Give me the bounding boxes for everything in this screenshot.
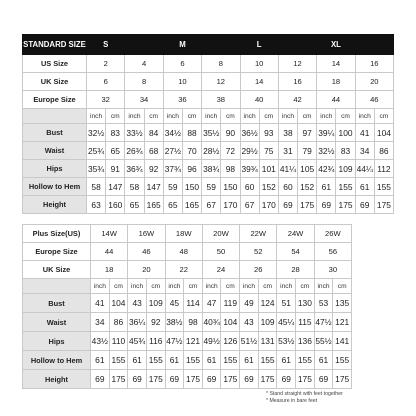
size-value: 42 <box>278 91 316 109</box>
measurement-value: 131 <box>258 332 277 351</box>
size-value: 10 <box>240 55 278 73</box>
size-value: 30 <box>314 261 351 279</box>
measurement-value: 79 <box>298 142 317 160</box>
measurement-value: 175 <box>109 370 128 389</box>
measurement-value: 175 <box>221 370 240 389</box>
size-group-header <box>355 35 393 55</box>
measurement-value: 90 <box>221 124 240 142</box>
standard-size-table <box>22 34 394 214</box>
size-value: 18 <box>317 73 355 91</box>
size-value: 46 <box>355 91 393 109</box>
size-value: 8 <box>125 73 163 91</box>
measurement-value: 119 <box>221 294 240 313</box>
size-value: 18W <box>165 225 202 243</box>
measurement-value: 155 <box>146 351 165 370</box>
size-value: 22W <box>240 225 277 243</box>
measurement-row <box>23 313 352 332</box>
measurement-value: 32½ <box>317 142 336 160</box>
measurement-value: 53 <box>314 294 333 313</box>
measurement-value: 29½ <box>240 142 259 160</box>
measurement-label: Waist <box>23 313 91 332</box>
measurement-value: 65 <box>163 196 182 214</box>
measurement-value: 175 <box>184 370 203 389</box>
measurement-value: 39¼ <box>317 124 336 142</box>
measurement-value: 58 <box>87 178 106 196</box>
measurement-value: 53½ <box>277 332 296 351</box>
measurement-value: 61 <box>317 178 336 196</box>
measurement-value: 155 <box>221 351 240 370</box>
measurement-value: 96 <box>182 160 201 178</box>
size-group-header: M <box>163 35 201 55</box>
measurement-value: 49 <box>240 294 259 313</box>
measurement-value: 155 <box>109 351 128 370</box>
unit-label: cm <box>333 279 352 294</box>
measurement-value: 92 <box>146 313 165 332</box>
unit-corner <box>23 279 91 294</box>
size-row <box>23 243 352 261</box>
measurement-value: 36¾ <box>125 160 144 178</box>
size-value: 26 <box>240 261 277 279</box>
unit-row <box>23 279 352 294</box>
measurement-value: 124 <box>258 294 277 313</box>
size-value: 14 <box>317 55 355 73</box>
measurement-value: 170 <box>259 196 278 214</box>
measurement-value: 104 <box>109 294 128 313</box>
size-value: 34 <box>125 91 163 109</box>
unit-label: cm <box>221 109 240 124</box>
unit-label: inch <box>240 279 259 294</box>
measurement-value: 34 <box>355 142 374 160</box>
unit-label: inch <box>128 279 147 294</box>
measurement-value: 109 <box>336 160 355 178</box>
measurement-value: 93 <box>259 124 278 142</box>
unit-label: inch <box>87 109 106 124</box>
measurement-value: 141 <box>333 332 352 351</box>
measurement-value: 175 <box>146 370 165 389</box>
unit-label: inch <box>278 109 297 124</box>
measurement-value: 69 <box>278 196 297 214</box>
unit-label: cm <box>374 109 393 124</box>
size-value: 48 <box>165 243 202 261</box>
measurement-value: 61 <box>277 351 296 370</box>
measurement-row <box>23 351 352 370</box>
size-row <box>23 91 394 109</box>
measurement-value: 147 <box>106 178 125 196</box>
measurement-value: 83 <box>336 142 355 160</box>
size-value: 20 <box>128 261 165 279</box>
measurement-value: 152 <box>259 178 278 196</box>
measurement-label: Hips <box>23 160 87 178</box>
size-value: 50 <box>202 243 239 261</box>
measurement-value: 59 <box>163 178 182 196</box>
measurement-value: 175 <box>374 196 393 214</box>
measurement-value: 69 <box>128 370 147 389</box>
measurement-value: 45 <box>165 294 184 313</box>
measurement-label: Hollow to Hem <box>23 351 91 370</box>
measurement-row <box>23 178 394 196</box>
size-value: 14 <box>240 73 278 91</box>
measurement-value: 105 <box>298 160 317 178</box>
measurement-value: 170 <box>221 196 240 214</box>
measurement-value: 43½ <box>91 332 110 351</box>
measurement-value: 150 <box>221 178 240 196</box>
measurement-label: Hips <box>23 332 91 351</box>
measurement-value: 86 <box>109 313 128 332</box>
unit-label: inch <box>163 109 182 124</box>
measurement-value: 165 <box>144 196 163 214</box>
size-value: 32 <box>87 91 125 109</box>
unit-label: cm <box>146 279 165 294</box>
measurement-value: 28½ <box>202 142 221 160</box>
measurement-row <box>23 332 352 351</box>
measuring-notes <box>266 391 343 404</box>
size-value: 18 <box>91 261 128 279</box>
measurement-value: 34½ <box>163 124 182 142</box>
unit-label: inch <box>355 109 374 124</box>
measurement-value: 112 <box>374 160 393 178</box>
measurement-value: 83 <box>106 124 125 142</box>
measurement-value: 150 <box>182 178 201 196</box>
measurement-value: 110 <box>109 332 128 351</box>
measurement-value: 69 <box>240 370 259 389</box>
size-value: 10 <box>163 73 201 91</box>
measurement-value: 61 <box>314 351 333 370</box>
measurement-value: 44¼ <box>355 160 374 178</box>
measurement-value: 67 <box>202 196 221 214</box>
measurement-row <box>23 160 394 178</box>
measurement-value: 69 <box>202 370 221 389</box>
measurement-value: 175 <box>296 370 315 389</box>
size-value: 20 <box>355 73 393 91</box>
size-value: 52 <box>240 243 277 261</box>
measurement-value: 47½ <box>165 332 184 351</box>
size-value: 46 <box>128 243 165 261</box>
measurement-value: 91 <box>106 160 125 178</box>
measurement-value: 115 <box>296 313 315 332</box>
measurement-value: 116 <box>146 332 165 351</box>
size-value: 24 <box>202 261 239 279</box>
measurement-value: 61 <box>165 351 184 370</box>
measurement-value: 58 <box>125 178 144 196</box>
unit-label: cm <box>336 109 355 124</box>
measurement-value: 121 <box>184 332 203 351</box>
measurement-value: 98 <box>184 313 203 332</box>
measurement-label: Waist <box>23 142 87 160</box>
unit-label: inch <box>125 109 144 124</box>
measurement-value: 36½ <box>240 124 259 142</box>
size-value: 44 <box>317 91 355 109</box>
measurement-value: 86 <box>374 142 393 160</box>
unit-corner <box>23 109 87 124</box>
measurement-value: 101 <box>259 160 278 178</box>
measurement-value: 36¼ <box>128 313 147 332</box>
measurement-value: 45¼ <box>277 313 296 332</box>
size-value: 22 <box>165 261 202 279</box>
measurement-label: Height <box>23 370 91 389</box>
measurement-row <box>23 124 394 142</box>
size-group-header: XL <box>317 35 355 55</box>
row-label: Plus Size(US) <box>23 225 91 243</box>
size-value: 4 <box>125 55 163 73</box>
unit-label: inch <box>202 109 221 124</box>
size-value: 16 <box>278 73 316 91</box>
measurement-value: 175 <box>336 196 355 214</box>
measurement-value: 41 <box>355 124 374 142</box>
measurement-row <box>23 294 352 313</box>
measurement-value: 41 <box>91 294 110 313</box>
size-value: 6 <box>163 55 201 73</box>
measurement-value: 135 <box>333 294 352 313</box>
measurement-value: 35¾ <box>87 160 106 178</box>
measurement-value: 67 <box>240 196 259 214</box>
measurement-value: 136 <box>296 332 315 351</box>
unit-label: cm <box>298 109 317 124</box>
size-value: 6 <box>87 73 125 91</box>
measurement-value: 34 <box>91 313 110 332</box>
measurement-value: 49½ <box>202 332 221 351</box>
measurement-value: 35½ <box>202 124 221 142</box>
size-value: 54 <box>277 243 314 261</box>
size-value: 24W <box>277 225 314 243</box>
measurement-value: 114 <box>184 294 203 313</box>
unit-label: cm <box>296 279 315 294</box>
unit-label: cm <box>221 279 240 294</box>
measurement-row <box>23 370 352 389</box>
measurement-value: 47 <box>202 294 221 313</box>
measurement-value: 40¾ <box>202 313 221 332</box>
measurement-value: 47½ <box>314 313 333 332</box>
size-group-header <box>202 35 240 55</box>
unit-label: inch <box>202 279 221 294</box>
unit-label: cm <box>258 279 277 294</box>
size-group-header <box>125 35 163 55</box>
measurement-label: Bust <box>23 294 91 313</box>
unit-label: cm <box>106 109 125 124</box>
measurement-value: 41¼ <box>278 160 297 178</box>
size-value: 20W <box>202 225 239 243</box>
unit-label: inch <box>277 279 296 294</box>
row-label: US Size <box>23 55 87 73</box>
size-value: 38 <box>202 91 240 109</box>
size-value: 16 <box>355 55 393 73</box>
measurement-value: 84 <box>144 124 163 142</box>
measurement-row <box>23 142 394 160</box>
row-label: Europe Size <box>23 91 87 109</box>
measurement-value: 97 <box>298 124 317 142</box>
measurement-value: 61 <box>240 351 259 370</box>
plus-size-table <box>22 224 352 389</box>
measurement-value: 55½ <box>314 332 333 351</box>
size-value: 16W <box>128 225 165 243</box>
measurement-value: 175 <box>298 196 317 214</box>
unit-label: cm <box>182 109 201 124</box>
row-label: UK Size <box>23 261 91 279</box>
unit-label: inch <box>314 279 333 294</box>
measurement-value: 98 <box>221 160 240 178</box>
measurement-value: 61 <box>91 351 110 370</box>
unit-label: cm <box>144 109 163 124</box>
unit-label: cm <box>109 279 128 294</box>
note-line: * Stand straight with feet together <box>266 391 343 397</box>
measurement-value: 26¾ <box>125 142 144 160</box>
measurement-value: 100 <box>336 124 355 142</box>
size-value: 14W <box>91 225 128 243</box>
measurement-value: 51 <box>277 294 296 313</box>
size-row <box>23 55 394 73</box>
note-line: * Measure in bare feet <box>266 397 318 404</box>
measurement-value: 165 <box>182 196 201 214</box>
measurement-value: 31 <box>278 142 297 160</box>
unit-label: inch <box>91 279 110 294</box>
measurement-value: 175 <box>258 370 277 389</box>
measurement-value: 70 <box>182 142 201 160</box>
size-value: 26W <box>314 225 351 243</box>
header-label: STANDARD SIZE <box>23 35 87 55</box>
measurement-value: 27½ <box>163 142 182 160</box>
measurement-value: 155 <box>336 178 355 196</box>
size-value: 40 <box>240 91 278 109</box>
measurement-value: 33½ <box>125 124 144 142</box>
measurement-value: 104 <box>374 124 393 142</box>
measurement-value: 59 <box>202 178 221 196</box>
size-value: 12 <box>278 55 316 73</box>
size-row <box>23 261 352 279</box>
measurement-label: Height <box>23 196 87 214</box>
measurement-value: 92 <box>144 160 163 178</box>
measurement-value: 147 <box>144 178 163 196</box>
size-value: 12 <box>202 73 240 91</box>
measurement-value: 155 <box>258 351 277 370</box>
measurement-label: Hollow to Hem <box>23 178 87 196</box>
measurement-value: 60 <box>240 178 259 196</box>
measurement-value: 155 <box>333 351 352 370</box>
measurement-value: 63 <box>87 196 106 214</box>
measurement-value: 60 <box>278 178 297 196</box>
measurement-value: 43 <box>240 313 259 332</box>
measurement-value: 51½ <box>240 332 259 351</box>
unit-label: cm <box>184 279 203 294</box>
unit-label: inch <box>165 279 184 294</box>
size-group-header: L <box>240 35 278 55</box>
measurement-value: 38½ <box>165 313 184 332</box>
size-value: 44 <box>91 243 128 261</box>
size-group-header <box>278 35 316 55</box>
size-row <box>23 225 352 243</box>
size-value: 56 <box>314 243 351 261</box>
unit-row <box>23 109 394 124</box>
measurement-value: 61 <box>355 178 374 196</box>
size-value: 8 <box>202 55 240 73</box>
measurement-value: 45¾ <box>128 332 147 351</box>
measurement-value: 69 <box>91 370 110 389</box>
measurement-value: 160 <box>106 196 125 214</box>
measurement-value: 88 <box>182 124 201 142</box>
size-row <box>23 73 394 91</box>
header-row <box>23 35 394 55</box>
measurement-value: 25¾ <box>87 142 106 160</box>
measurement-value: 65 <box>106 142 125 160</box>
measurement-value: 42¾ <box>317 160 336 178</box>
measurement-value: 61 <box>128 351 147 370</box>
measurement-value: 109 <box>146 294 165 313</box>
measurement-value: 65 <box>125 196 144 214</box>
measurement-value: 155 <box>296 351 315 370</box>
measurement-value: 152 <box>298 178 317 196</box>
measurement-value: 38¾ <box>202 160 221 178</box>
measurement-label: Bust <box>23 124 87 142</box>
measurement-value: 121 <box>333 313 352 332</box>
size-group-header: S <box>87 35 125 55</box>
unit-label: cm <box>259 109 278 124</box>
measurement-value: 38 <box>278 124 297 142</box>
measurement-value: 72 <box>221 142 240 160</box>
measurement-value: 175 <box>333 370 352 389</box>
measurement-value: 69 <box>317 196 336 214</box>
measurement-value: 68 <box>144 142 163 160</box>
measurement-value: 126 <box>221 332 240 351</box>
row-label: Europe Size <box>23 243 91 261</box>
measurement-value: 69 <box>277 370 296 389</box>
measurement-value: 43 <box>128 294 147 313</box>
size-value: 36 <box>163 91 201 109</box>
unit-label: inch <box>240 109 259 124</box>
measurement-value: 39¾ <box>240 160 259 178</box>
measurement-value: 37¾ <box>163 160 182 178</box>
size-value: 2 <box>87 55 125 73</box>
size-value: 28 <box>277 261 314 279</box>
row-label: UK Size <box>23 73 87 91</box>
measurement-row <box>23 196 394 214</box>
measurement-value: 75 <box>259 142 278 160</box>
unit-label: inch <box>317 109 336 124</box>
measurement-value: 69 <box>165 370 184 389</box>
measurement-value: 155 <box>184 351 203 370</box>
measurement-value: 61 <box>202 351 221 370</box>
measurement-value: 69 <box>314 370 333 389</box>
measurement-value: 32½ <box>87 124 106 142</box>
measurement-value: 69 <box>355 196 374 214</box>
measurement-value: 104 <box>221 313 240 332</box>
measurement-value: 130 <box>296 294 315 313</box>
measurement-value: 109 <box>258 313 277 332</box>
measurement-value: 155 <box>374 178 393 196</box>
